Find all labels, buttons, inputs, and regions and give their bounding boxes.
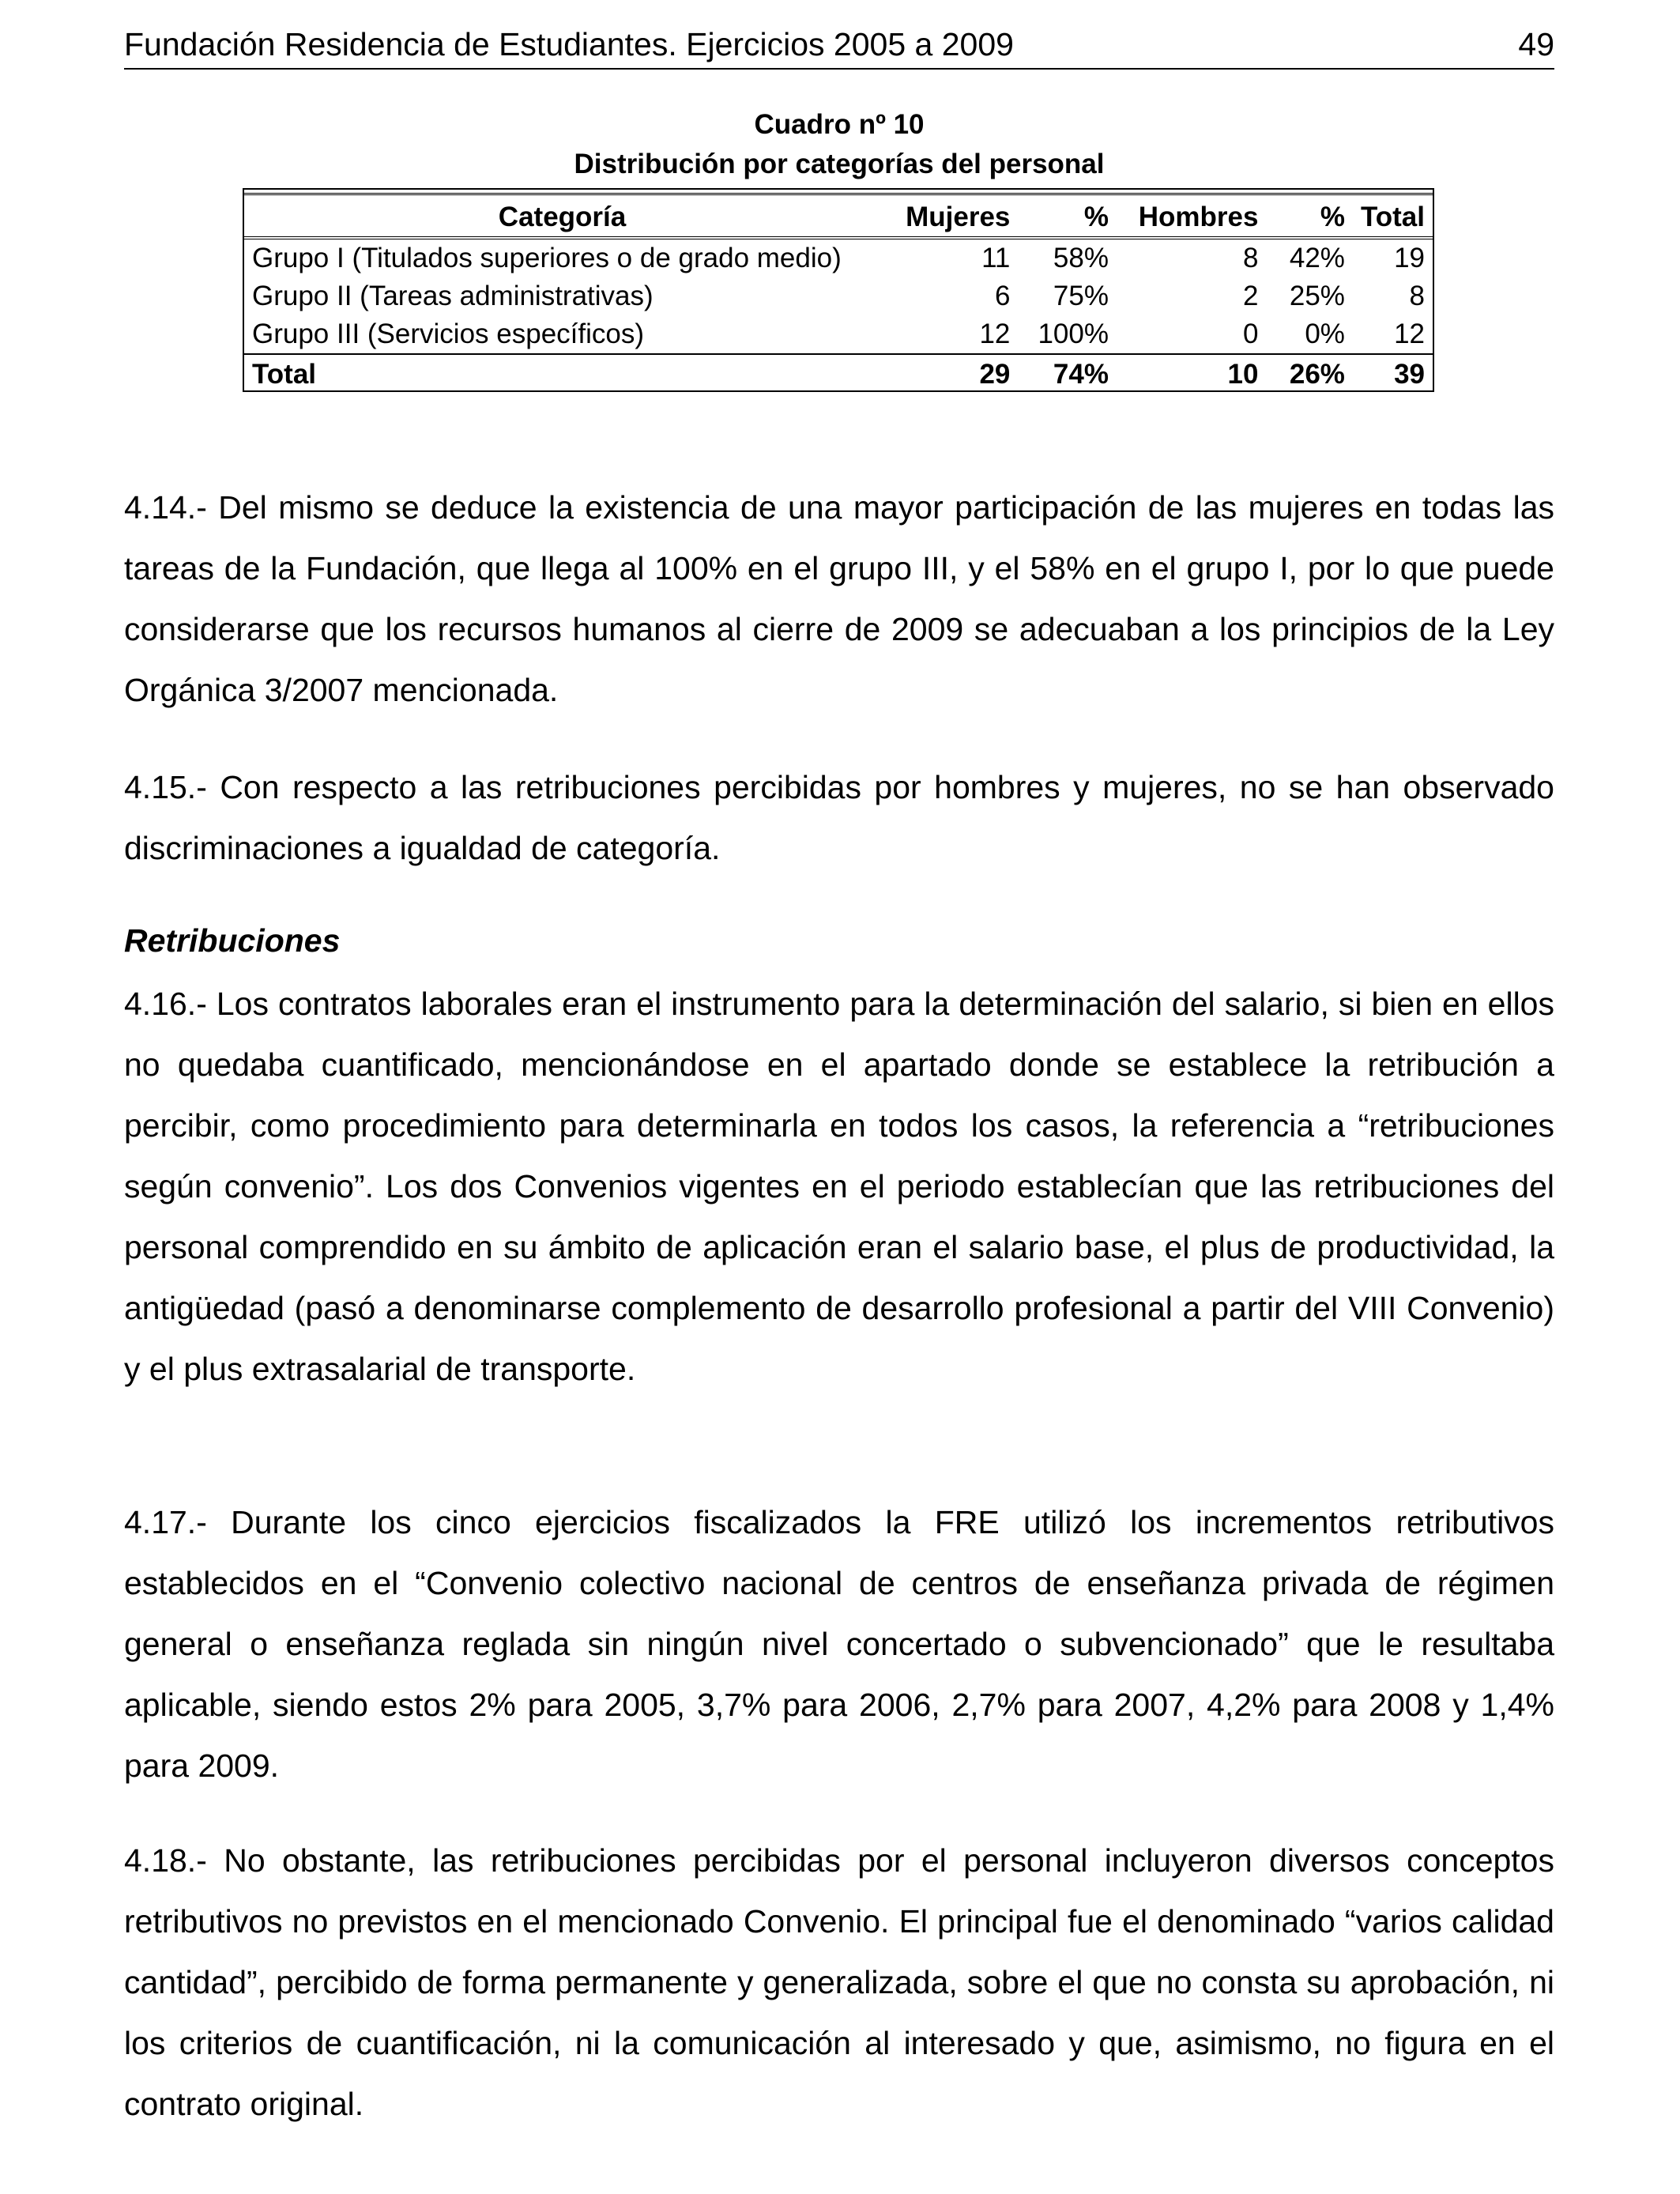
paragraph-4-14: 4.14.- Del mismo se deduce la existencia de una mayor participación de las mujeres en todas las tareas de la Fundación, que llega al 100% en el grupo III, y el 58% en el grupo I, por lo que puede considerarse que los recursos humanos al cierre de 2009 se adecuaban a los principios de la Ley Orgánica 3/2007 mencionada.	[124, 489, 1554, 708]
cell-men: 8	[1243, 242, 1259, 273]
header-total: Total	[1353, 194, 1433, 239]
cell-women-percent: 58%	[1053, 242, 1109, 273]
table-total-row	[244, 354, 1433, 394]
table-row	[244, 238, 1433, 277]
cell-men-percent: 25%	[1289, 280, 1345, 311]
table-row	[244, 315, 1433, 354]
total-men-percent: 26%	[1266, 354, 1352, 394]
header-category: Categoría	[244, 194, 880, 239]
total-women-percent: 74%	[1018, 354, 1117, 394]
cell-men-percent: 42%	[1289, 242, 1345, 273]
paragraph-4-18: 4.18.- No obstante, las retribuciones percibidas por el personal incluyeron diversos conceptos retributivos no previstos en el mencionado Convenio. El principal fue el denominado “varios calidad cantidad”, percibido de forma permanente y generalizada, sobre el que no consta su aprobación, ni los criterios de cuantificación, ni la comunicación al interesado y que, asimismo, no figura en el contrato original.	[124, 1842, 1554, 2122]
cell-total: 19	[1394, 242, 1425, 273]
page-number: 49	[1518, 26, 1554, 62]
total-men: 10	[1117, 354, 1267, 394]
table-header-row	[244, 194, 1433, 239]
cell-women: 6	[994, 280, 1011, 311]
table-caption-number: Cuadro nº 10	[754, 109, 925, 140]
total-women: 29	[880, 354, 1018, 394]
cell-men: 0	[1243, 318, 1259, 349]
header-women-percent: %	[1018, 194, 1117, 239]
header-women: Mujeres	[880, 194, 1018, 239]
paragraph-4-16: 4.16.- Los contratos laborales eran el instrumento para la determinación del salario, si bien en ellos no quedaba cuantificado, mencionándose en el apartado donde se establece la retribución a percibir, como procedimiento para determinarla en todos los casos, la referencia a “retribuciones según convenio”. Los dos Convenios vigentes en el periodo establecían que las retribuciones del personal comprendido en su ámbito de aplicación eran el salario base, el plus de productividad, la antigüedad (pasó a denominarse complemento de desarrollo profesional a partir del VIII Convenio) y el plus extrasalarial de transporte.	[124, 986, 1554, 1387]
cell-category: Grupo III (Servicios específicos)	[252, 318, 644, 349]
cell-category: Grupo I (Titulados superiores o de grado medio)	[252, 242, 842, 273]
header-men: Hombres	[1117, 194, 1267, 239]
total-label: Total	[244, 354, 880, 394]
cell-total: 8	[1409, 280, 1425, 311]
staff-distribution-table	[243, 188, 1434, 392]
total-overall: 39	[1353, 354, 1433, 394]
page-header	[124, 24, 1554, 70]
paragraph-4-17: 4.17.- Durante los cinco ejercicios fiscalizados la FRE utilizó los incrementos retributivos establecidos en el “Convenio colectivo nacional de centros de enseñanza privada de régimen general o enseñanza reglada sin ningún nivel concertado o subvencionado” que le resultaba aplicable, siendo estos 2% para 2005, 3,7% para 2006, 2,7% para 2007, 4,2% para 2008 y 1,4% para 2009.	[124, 1504, 1554, 1784]
cell-men-percent: 0%	[1305, 318, 1345, 349]
cell-category: Grupo II (Tareas administrativas)	[252, 280, 654, 311]
section-heading-retribuciones: Retribuciones	[124, 922, 341, 959]
document-title: Fundación Residencia de Estudiantes. Ejercicios 2005 a 2009	[124, 26, 1014, 62]
cell-men: 2	[1243, 280, 1259, 311]
paragraph-4-15: 4.15.- Con respecto a las retribuciones percibidas por hombres y mujeres, no se han observado discriminaciones a igualdad de categoría.	[124, 769, 1554, 866]
cell-women-percent: 100%	[1038, 318, 1109, 349]
cell-women: 12	[979, 318, 1011, 349]
header-men-percent: %	[1266, 194, 1352, 239]
cell-women-percent: 75%	[1053, 280, 1109, 311]
table-caption-title: Distribución por categorías del personal	[574, 149, 1105, 179]
table-row	[244, 277, 1433, 315]
cell-women: 11	[981, 242, 1011, 273]
cell-total: 12	[1394, 318, 1425, 349]
